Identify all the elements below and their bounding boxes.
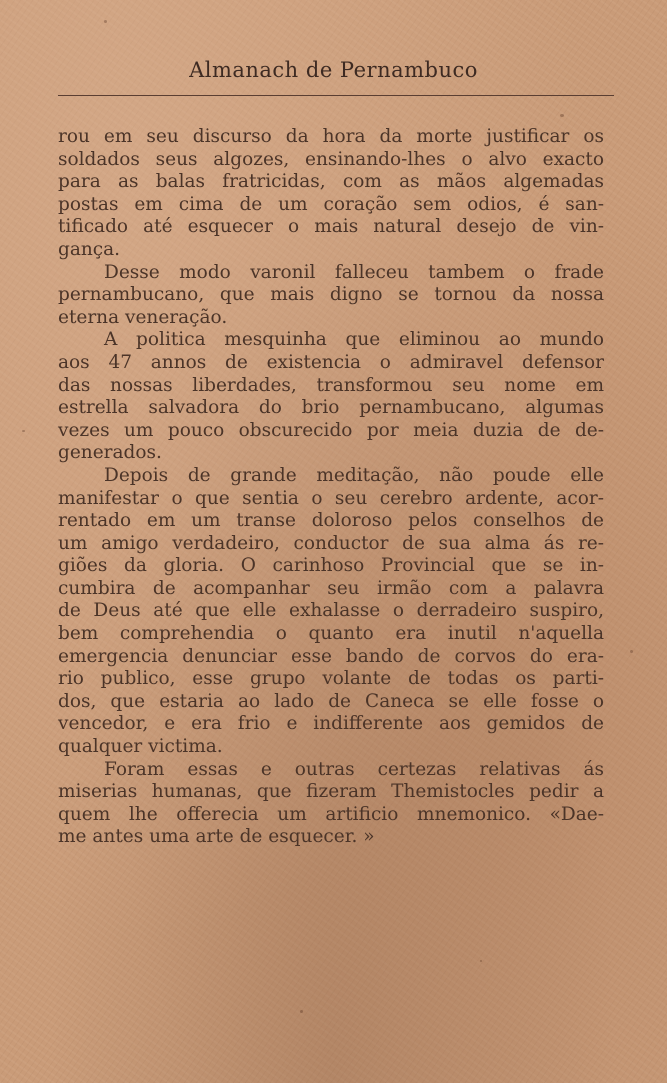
text-line: vezes um pouco obscurecido por meia duzia de de- [58, 419, 604, 441]
text-line: de Deus até que elle exhalasse o derradeiro suspiro, [58, 600, 604, 622]
text-line: postas em cima de um coração sem odios, é san- [58, 193, 604, 215]
text-line: dos, que estaria ao lado de Caneca se elle fosse o [58, 690, 604, 712]
text-line: Desse modo varonil falleceu tambem o frade [104, 261, 604, 283]
text-line: me antes uma arte de esquecer. » [58, 826, 375, 848]
text-line: gança. [58, 238, 121, 260]
paper-speck [104, 20, 107, 23]
text-line: Foram essas e outras certezas relativas ás [104, 758, 604, 780]
text-line: miserias humanas, que fizeram Themistocles pedir a [58, 781, 604, 803]
text-line: aos 47 annos de existencia o admiravel defensor [58, 351, 604, 373]
paper-speck [560, 114, 564, 117]
text-line: das nossas liberdades, transformou seu nome em [58, 374, 604, 396]
text-line: pernambucano, que mais digno se tornou da nossa [58, 284, 604, 306]
paper-speck [630, 650, 633, 653]
text-line: rou em seu discurso da hora da morte justificar os [58, 126, 604, 147]
paper-speck [480, 960, 482, 962]
text-line: um amigo verdadeiro, conductor de sua alma ás re- [58, 532, 604, 554]
text-line: A politica mesquinha que eliminou ao mundo [104, 329, 604, 351]
text-line: bem comprehendia o quanto era inutil n'aquella [58, 623, 604, 645]
paper-speck [300, 1010, 303, 1013]
text-line: quem lhe offerecia um artificio mnemonico. «Dae- [58, 803, 604, 825]
header-rule [58, 95, 614, 96]
text-line: manifestar o que sentia o seu cerebro ardente, acor- [58, 487, 604, 509]
text-line: qualquer victima. [58, 736, 223, 758]
text-line: eterna veneração. [58, 306, 228, 328]
running-header: Almanach de Pernambuco [189, 58, 478, 82]
page-body [58, 126, 604, 849]
text-line: vencedor, e era frio e indifferente aos gemidos de [58, 713, 604, 735]
text-line: emergencia denunciar esse bando de corvos do era- [58, 645, 604, 667]
paper-speck [22, 430, 25, 432]
text-line: para as balas fratricidas, com as mãos algemadas [58, 171, 604, 193]
text-line: estrella salvadora do brio pernambucano, algumas [58, 397, 604, 419]
text-line: rio publico, esse grupo volante de todas os parti- [58, 668, 604, 690]
text-line: tificado até esquecer o mais natural desejo de vin- [58, 216, 604, 238]
text-line: generados. [58, 442, 162, 464]
text-line: giões da gloria. O carinhoso Provincial que se in- [58, 555, 604, 577]
text-line: cumbira de acompanhar seu irmão com a palavra [58, 577, 604, 599]
text-line: soldados seus algozes, ensinando-lhes o alvo exacto [58, 148, 604, 170]
text-line: rentado em um transe doloroso pelos conselhos de [58, 510, 604, 532]
text-line: Depois de grande meditação, não poude elle [104, 464, 604, 486]
